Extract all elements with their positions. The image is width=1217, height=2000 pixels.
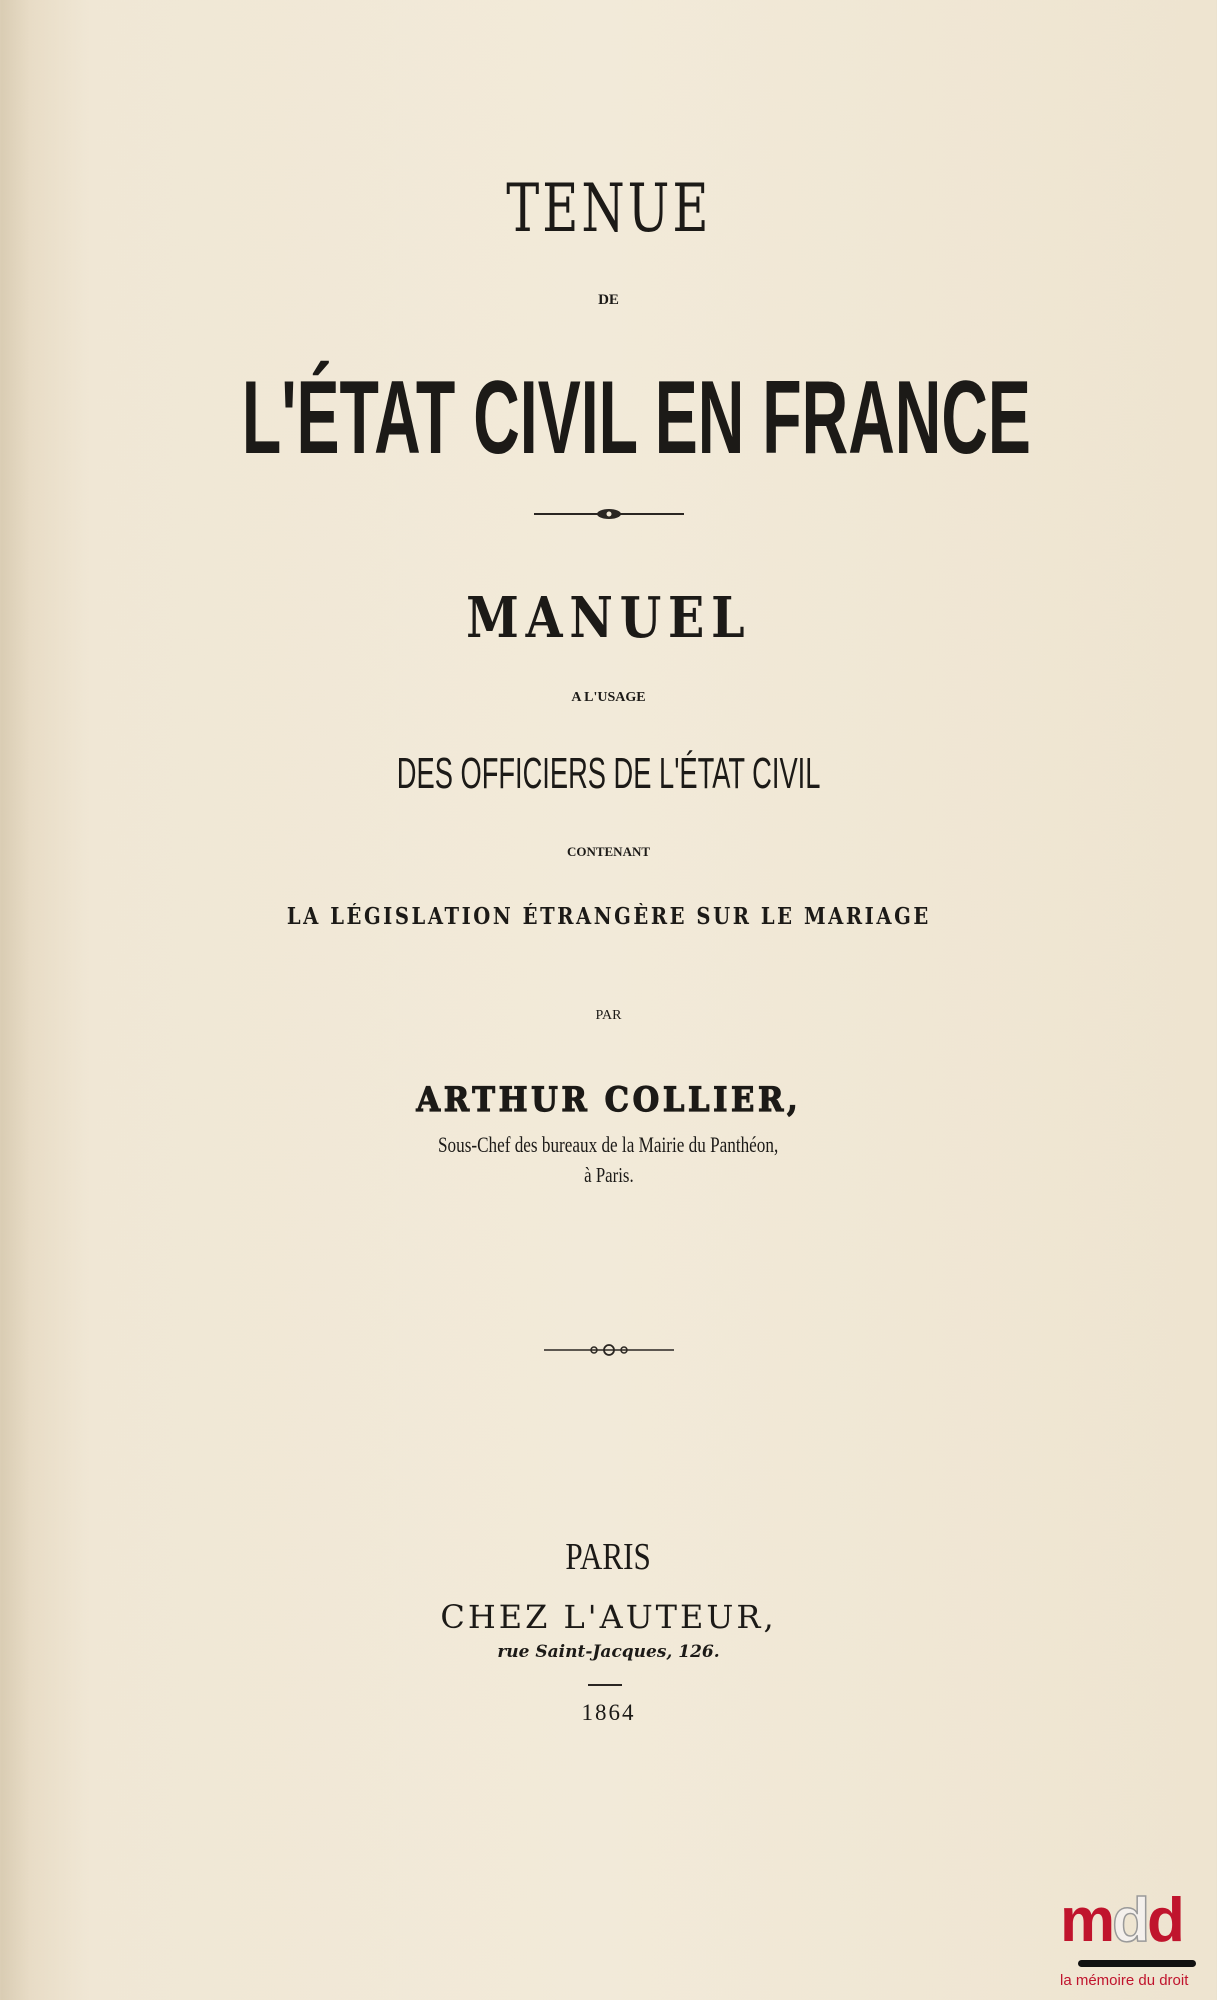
ornament-divider-icon (534, 505, 684, 523)
title-connector: DE (598, 292, 619, 308)
publication-year: 1864 (581, 1700, 636, 1725)
ornament-divider-icon (544, 1341, 674, 1359)
contents-connector: CONTENANT (566, 844, 651, 859)
author-name: ARTHUR COLLIER, (416, 1080, 801, 1120)
publisher-address: rue Saint-Jacques, 126. (497, 1642, 720, 1662)
main-title: L'ÉTAT CIVIL EN FRANCE (241, 360, 1031, 476)
rule-divider (588, 1684, 622, 1686)
logo-tagline: la mémoire du droit (1060, 1972, 1189, 1989)
subtitle: MANUEL (465, 585, 752, 651)
subtitle-connector: A L'USAGE (571, 690, 646, 705)
contents-line: LA LÉGISLATION ÉTRANGÈRE SUR LE MARIAGE (286, 903, 931, 930)
publisher: CHEZ L'AUTEUR, (440, 1598, 777, 1636)
logo-mark: mdd (1060, 1886, 1182, 1955)
publication-place: PARIS (565, 1536, 652, 1578)
author-role: Sous-Chef des bureaux de la Mairie du Panthéon, (438, 1132, 779, 1157)
author-city: à Paris. (583, 1163, 634, 1187)
title-line-1: TENUE (505, 170, 712, 247)
by-label: PAR (595, 1008, 622, 1023)
audience: DES OFFICIERS DE L'ÉTAT CIVIL (396, 749, 821, 798)
mdd-logo (1052, 1886, 1212, 2000)
logo-bar (1078, 1960, 1196, 1967)
